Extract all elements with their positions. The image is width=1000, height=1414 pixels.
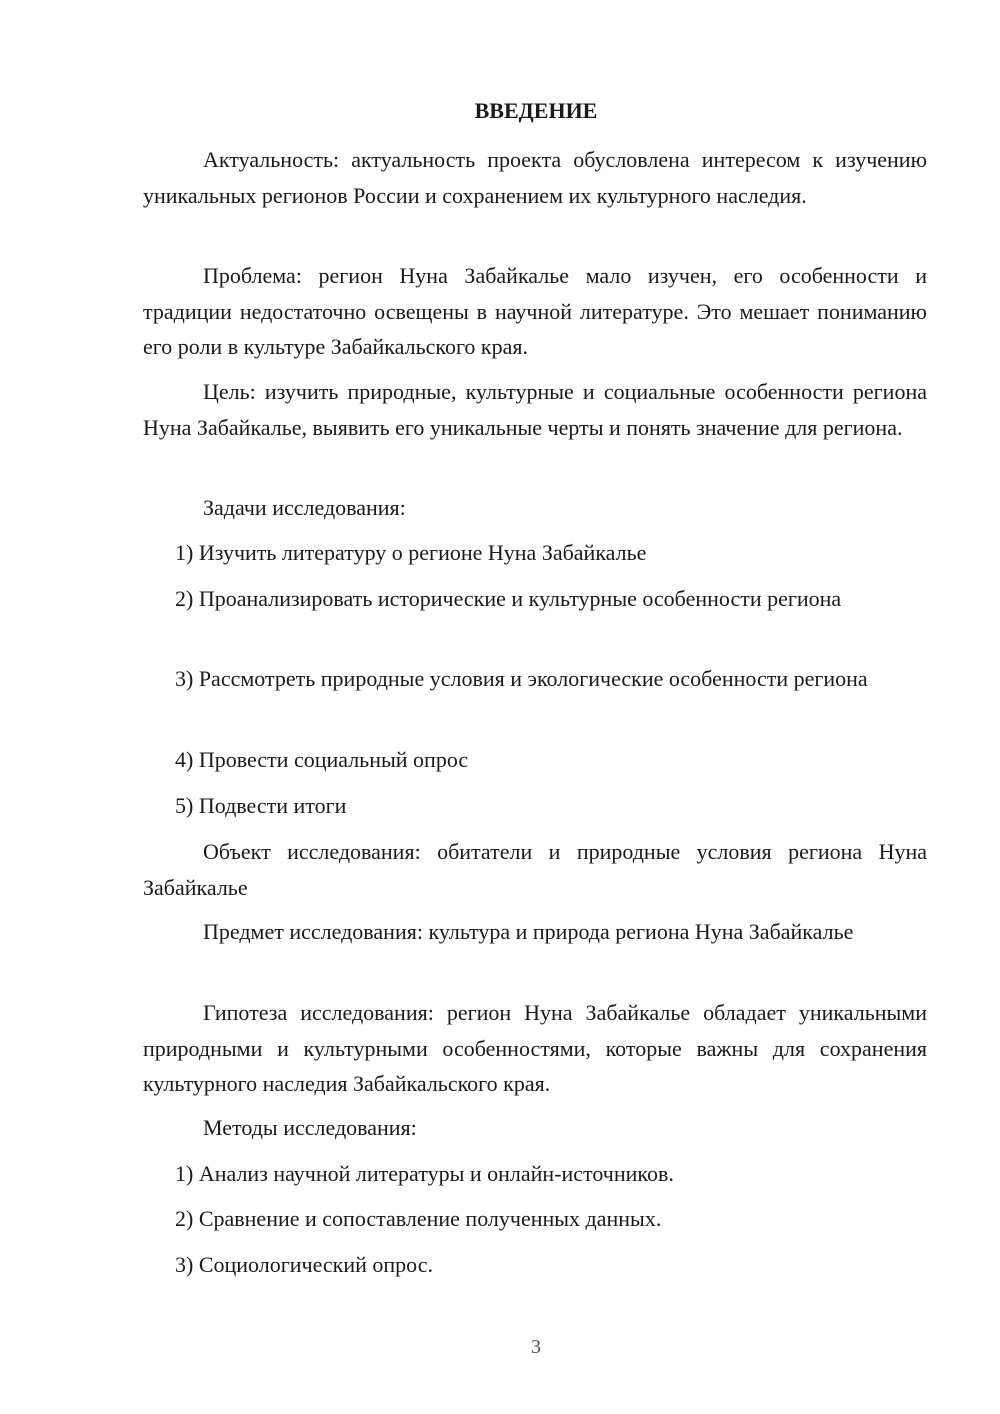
- subject-paragraph: Предмет исследования: культура и природа региона Нуна Забайкалье: [203, 919, 854, 944]
- object-paragraph: Объект исследования: обитатели и природные условия региона Нуна Забайкалье: [143, 839, 927, 900]
- task-item: 3) Рассмотреть природные условия и экологические особенности региона: [175, 666, 868, 691]
- page-number: 3: [531, 1336, 541, 1358]
- page-title: ВВЕДЕНИЕ: [474, 98, 598, 123]
- goal-paragraph: Цель: изучить природные, культурные и социальные особенности региона Нуна Забайкалье, выявить его уникальные черты и понять значение для региона.: [143, 379, 927, 440]
- hypothesis-paragraph: Гипотеза исследования: регион Нуна Забайкалье обладает уникальными природными и культурными особенностями, которые важны для сохранения культурного наследия Забайкальского края.: [143, 1000, 927, 1096]
- task-item: 4) Провести социальный опрос: [175, 747, 469, 772]
- methods-heading: Методы исследования:: [203, 1115, 417, 1140]
- problem-paragraph: Проблема: регион Нуна Забайкалье мало изучен, его особенности и традиции недостаточно освещены в научной литературе. Это мешает пониманию его роли в культуре Забайкальского края.: [143, 263, 927, 359]
- method-item: 3) Социологический опрос.: [175, 1252, 433, 1277]
- task-item: 5) Подвести итоги: [175, 793, 347, 818]
- task-item: 1) Изучить литературу о регионе Нуна Забайкалье: [175, 540, 647, 565]
- tasks-heading: Задачи исследования:: [203, 495, 406, 520]
- relevance-paragraph: Актуальность: актуальность проекта обусловлена интересом к изучению уникальных регионов России и сохранением их культурного наследия.: [143, 147, 927, 208]
- method-item: 2) Сравнение и сопоставление полученных данных.: [175, 1206, 662, 1231]
- method-item: 1) Анализ научной литературы и онлайн-источников.: [175, 1161, 674, 1186]
- task-item: 2) Проанализировать исторические и культурные особенности региона: [175, 586, 842, 611]
